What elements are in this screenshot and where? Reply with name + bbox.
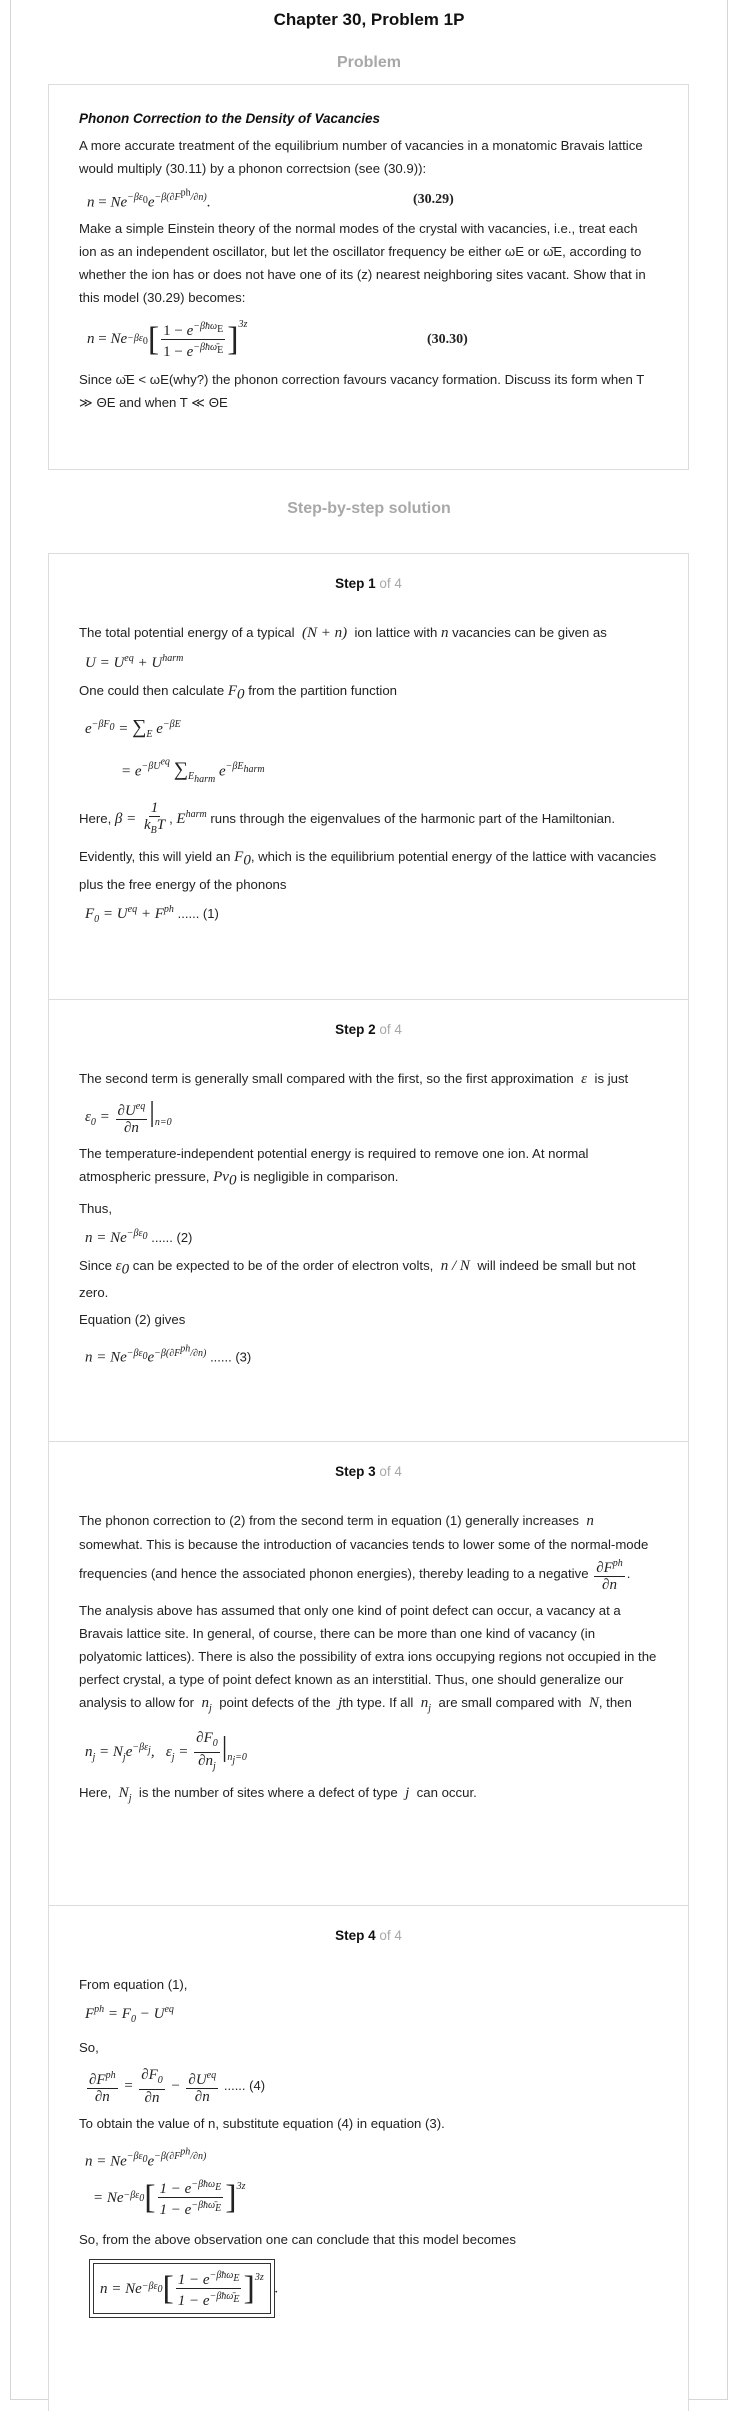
text-segment: is the number of sites where a defect of type <box>138 1785 398 1800</box>
equation-nj: $n_j = N_je^{-\beta\varepsilon_j}$, $\varepsilon_j$ = $\frac{\partial F_0}{\partial n_j}$ $|_{n_j=0}$ <box>85 1730 247 1772</box>
text-segment: , which is the equilibrium potential energy of the lattice with vacancies plus the free energy of the phonons <box>79 848 657 892</box>
text-segment: Here, <box>79 810 112 826</box>
step-header <box>79 576 658 591</box>
step-2: Step 2 of 4 The second term is generally small compared with the first, so the first approximation ε is just $\varepsilon_0$ = $\frac{\partial U^{eq}}{\partial n}$ $|_{n=0}$ The temperature-independent potential energy is required to remove one ion. At normal atmospheric pressure, $Pv_0$ is negligible in comparison. Thus, $n = Ne^{-\beta\varepsilon_0}$ ...... (2) Since $\varepsilon_0$ can be expected to be of the order of electron volts, n / N will indeed be small but not zero. Equation (2) gives $n = Ne^{-\beta\varepsilon_0}e^{-\beta(\partial F^{ph}/\partial n)}$ ...... (3) <box>49 1000 688 1442</box>
text-segment: point defects of the <box>219 1695 331 1710</box>
text-segment: The temperature-independent potential energy is required to remove one ion. At normal atmospheric pressure, <box>79 1146 589 1184</box>
text-segment: So, <box>79 2040 99 2055</box>
text-segment: From equation (1), <box>79 1977 188 1992</box>
step-header <box>79 1928 658 1943</box>
equation-u: $U = U^{eq} + U^{harm}$ <box>85 653 184 671</box>
solution-box <box>48 553 689 2411</box>
text-segment: Step <box>335 576 365 591</box>
equation-number: (30.29) <box>413 191 454 207</box>
text-segment: type. If all <box>356 1695 414 1710</box>
equation-fph: $F^{ph} = F_0 - U^{eq}$ <box>85 2004 174 2025</box>
text-segment: ...... (4) <box>223 2077 266 2093</box>
text-segment: Here, <box>79 1785 112 1800</box>
text-segment: of 4 <box>379 1928 402 1943</box>
text-segment: 1 <box>368 576 376 591</box>
text-segment: can be expected to be of the order of electron volts, <box>132 1257 434 1273</box>
text-segment: Equation (2) gives <box>79 1312 186 1328</box>
equation-epsilon0: $\varepsilon_0$ = $\frac{\partial U^{eq}}{\partial n}$ $|_{n=0}$ <box>85 1096 172 1136</box>
text-segment: Step <box>335 1464 365 1479</box>
step-4 <box>49 1906 688 2412</box>
text-segment: ion lattice with <box>354 625 438 640</box>
equation-2: $n = Ne^{-\beta\varepsilon_0}$ ...... (2) <box>85 1227 193 1246</box>
text-segment: Step <box>335 1022 365 1037</box>
equation-partition-function: $e^{-\beta F_0} = \sum_E$ $e^{-\beta E}$ = $e^{-\beta U^{eq}}$ $\sum_{E_{harm}}$ $e^{-\beta E_{harm}}$ <box>85 715 265 785</box>
problem-paragraph-1: A more accurate treatment of the equilibrium number of vacancies in a monatomic Bravais lattice would multiply (30.11) by a phonon correctsion (see (30.9)): <box>79 138 643 176</box>
problem-heading: Phonon Correction to the Density of Vacancies <box>79 111 381 126</box>
text-segment: 3 <box>368 1464 376 1479</box>
text-segment: Step <box>335 1928 365 1943</box>
text-segment: To obtain the value of n, substitute equation (4) in equation (3). <box>79 2116 445 2131</box>
equation-1: $F_0 = U^{eq} + F^{ph}$ ...... (1) <box>85 903 219 925</box>
text-segment: The total potential energy of a typical <box>79 625 295 640</box>
equation-number: (30.30) <box>427 331 468 347</box>
step-1: Step 1 of 4 The total potential energy of a typical (N + n) ion lattice with n vacancies can be given as $U = U^{eq} + U^{harm}$ One could then calculate $F_0$ from the partition function $e^{-\beta F_0} = \sum_E$ $e^{-\beta E}$ = $e^{-\beta U^{eq}}$ $\sum_{E_{harm}}$ $e^{-\beta E_{harm}}$ Here, β = $\frac{1}{k_BT}$ , $E^{harm}$ runs through the eigenvalues of the harmonic part of the Hamiltonian. Evidently, this will yield an $F_0$, which is the equilibrium potential energy of the lattice with vacancies plus the free energy of the phonons $F_0 = U^{eq} + F^{ph}$ ...... (1) <box>49 554 688 1000</box>
text-segment: So, from the above observation one can conclude that this model becomes <box>79 2232 516 2248</box>
problem-paragraph-2: Make a simple Einstein theory of the normal modes of the crystal with vacancies, i.e., treat each ion as an independent oscillator, but let the oscillator frequency be either ωE or ω̄E, according to whether the ion has or does not have one of its (z) nearest neighboring sites vacant. Show that in this model (30.29) becomes: <box>79 221 646 306</box>
text-segment: ...... (2) <box>151 1229 193 1245</box>
step-3: Step 3 of 4 The phonon correction to (2) from the second term in equation (1) generally increases n somewhat. This is because the introduction of vacancies tends to lower some of the normal-mode frequencies (and hence the associated phonon energies), thereby leading to a negative $\frac{\partial F^{ph}}{\partial n}$ . The analysis above has assumed that only one kind of point defect can occur, a vacancy at a Bravais lattice site. In general, of course, there can be more than one kind of vacancy (in polyatomic lattices). There is also the possibility of extra ions occupying regions not occupied in the perfect crystal, a type of point defect known as an interstitial. Thus, one should generalize our analysis to allow for $n_j$ point defects of the jth type. If all $n_j$ are small compared with N, then $n_j = N_je^{-\beta\varepsilon_j}$, $\varepsilon_j$ = $\frac{\partial F_0}{\partial n_j}$ $|_{n_j=0}$ Here, $N_j$ is the number of sites where a defect of type j can occur. <box>49 1442 688 1906</box>
text-segment: The phonon correction to (2) from the second term in equation (1) generally increases <box>79 1513 579 1528</box>
text-segment: of 4 <box>379 576 402 591</box>
text-segment: can occur. <box>416 1785 477 1800</box>
text-segment: The second term is generally small compared with the first, so the first approximation <box>79 1071 574 1086</box>
final-answer-box: n = Ne $-\beta\varepsilon_0$ [ $\frac{1 - e^{-\beta ħ\omega_E}}{1 - e^{-\beta ħ\omegā_E}}$ ] $^{3z}$ . <box>85 2255 658 2318</box>
text-segment: from the partition function <box>248 683 397 698</box>
text-segment: vacancies can be given as <box>452 625 607 640</box>
step-header <box>79 1022 658 1037</box>
text-segment: of 4 <box>379 1022 402 1037</box>
equation-3: $n = Ne^{-\beta\varepsilon_0}e^{-\beta(\partial F^{ph}/\partial n)}$ ...... (3) <box>85 1343 252 1366</box>
equation-30-29: $n = Ne^{-\beta\varepsilon_0}e^{-\beta(\partial F^{ph}/\partial n)}$. (30.29) <box>87 188 454 211</box>
solution-section-label: Step-by-step solution <box>287 500 451 517</box>
problem-paragraph-3: Since ω̄E < ωE(why?) the phonon correction favours vacancy formation. Discuss its form when T ≫ ΘE and when T ≪ ΘE <box>79 372 645 411</box>
equation-4: $\frac{\partial F^{ph}}{\partial n}$ = $\frac{\partial F_0}{\partial n}$ − $\frac{\partial U^{eq}}{\partial n}$ ...... (4) <box>89 2067 266 2106</box>
problem-card <box>48 84 689 470</box>
text-segment: Since <box>79 1257 112 1273</box>
text-segment: somewhat. This is because the introduction of vacancies tends to lower some of the normal-mode frequencies (and hence the associated phonon energies), thereby leading to a negative <box>79 1537 649 1581</box>
text-segment: Evidently, this will yield an <box>79 848 231 864</box>
text-segment: is negligible in comparison. <box>240 1169 399 1184</box>
step-header <box>79 1464 658 1479</box>
text-segment: will indeed be small but not zero. <box>79 1257 636 1301</box>
text-segment: 2 <box>368 1022 376 1037</box>
text-segment: One could then calculate <box>79 683 225 698</box>
text-segment: Thus, <box>79 1200 112 1216</box>
equation-30-30: n = Ne $-\beta\varepsilon_0$ [ $\frac{1 - e^{-\beta ħ\omega_E}}{1 - e^{-\beta ħ\omegā_E}}$ ] $^{3z}$ (30.30) <box>87 319 468 361</box>
text-segment: The analysis above has assumed that only one kind of point defect can occur, a vacancy at a Bravais lattice site. In general, of course, there can be more than one kind of vacancy (in polyatomic lattices). There is also the possibility of extra ions occupying regions not occupied in the perfect crystal, a type of point defect known as an interstitial. Thus, one should generalize our analysis to allow for <box>79 1603 657 1710</box>
text-segment: is just <box>594 1071 629 1086</box>
text-segment: runs through the eigenvalues of the harmonic part of the Hamiltonian. <box>210 810 616 826</box>
text-segment: 4 <box>368 1928 376 1943</box>
page-title: Chapter 30, Problem 1P <box>273 10 465 29</box>
text-segment: ...... (3) <box>210 1349 252 1365</box>
text-segment: ...... (1) <box>177 905 219 921</box>
text-segment: , then <box>598 1695 632 1710</box>
problem-section-label: Problem <box>336 54 401 71</box>
equation-substitution: $n = Ne^{-\beta\varepsilon_0}e^{-\beta(\partial F^{ph}/\partial n)}$ = Ne $-\beta\varepsilon_0$ [ $\frac{1 - e^{-\beta ħ\omega_E}}{1 - e^{-\beta ħ\omegā_E}}$ ] $^{3z}$ <box>85 2147 246 2219</box>
text-segment: of 4 <box>379 1464 402 1479</box>
text-segment: are small compared with <box>438 1695 582 1710</box>
